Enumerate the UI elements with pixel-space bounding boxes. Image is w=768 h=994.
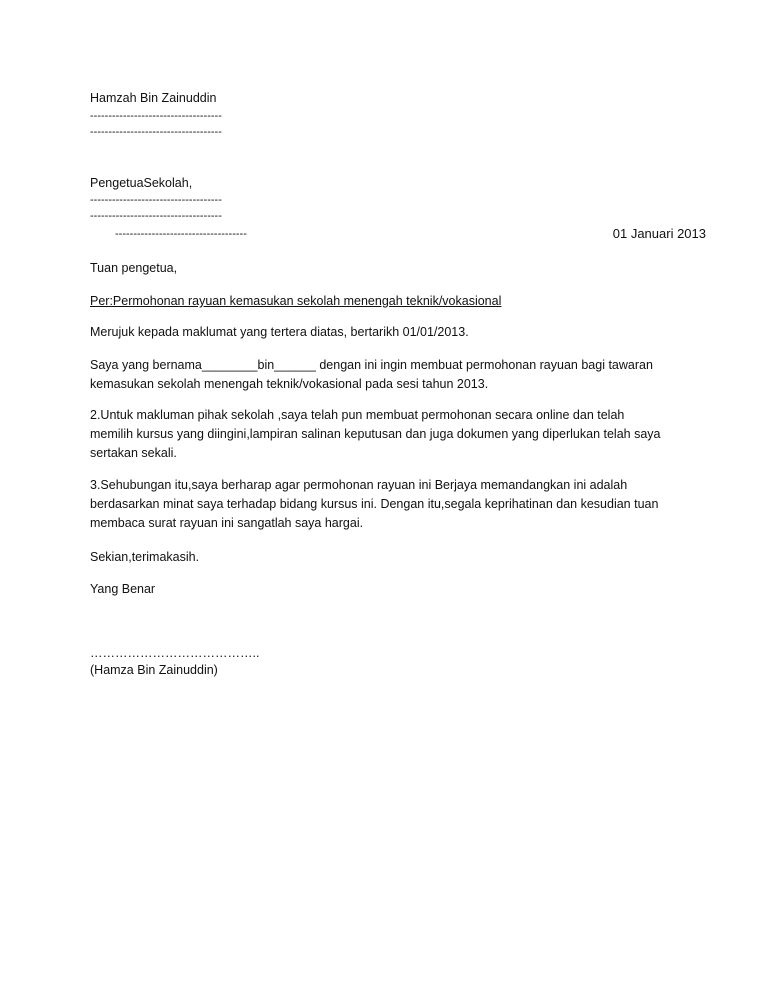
sender-name: Hamzah Bin Zainuddin xyxy=(90,91,217,105)
sender-address-line-1: ------------------------------------ xyxy=(90,110,222,122)
signature-name: (Hamza Bin Zainuddin) xyxy=(90,663,218,677)
paragraph-3 xyxy=(90,406,690,463)
recipient-address-line-1: ------------------------------------ xyxy=(90,194,222,206)
recipient-title: PengetuaSekolah, xyxy=(90,176,193,190)
paragraph-line: memilih kursus yang diingini,lampiran salinan keputusan dan juga dokumen yang diperlukan telah saya xyxy=(90,427,661,441)
paragraph-line: Merujuk kepada maklumat yang tertera diatas, bertarikh 01/01/2013. xyxy=(90,325,469,339)
signature-line: ………………………………….. xyxy=(90,646,260,660)
paragraph-line: membaca surat rayuan ini sangatlah saya hargai. xyxy=(90,516,364,530)
sign-off: Yang Benar xyxy=(90,582,156,596)
paragraph-2 xyxy=(90,356,690,394)
paragraph-line: 2.Untuk makluman pihak sekolah ,saya telah pun membuat permohonan secara online dan telah xyxy=(90,408,625,422)
salutation: Tuan pengetua, xyxy=(90,261,178,275)
letter-date: 01 Januari 2013 xyxy=(612,226,706,241)
paragraph-line: sertakan sekali. xyxy=(90,446,177,460)
subject-line: Per:Permohonan rayuan kemasukan sekolah menengah teknik/vokasional xyxy=(90,294,502,308)
paragraph-line: Saya yang bernama________bin______ dengan ini ingin membuat permohonan rayuan bagi tawaran xyxy=(90,358,653,372)
paragraph-1 xyxy=(90,323,690,342)
recipient-address-line-2: ------------------------------------ xyxy=(90,210,222,222)
paragraph-line: kemasukan sekolah menengah teknik/vokasional pada sesi tahun 2013. xyxy=(90,377,489,391)
paragraph-4 xyxy=(90,476,690,533)
recipient-address-line-3: ------------------------------------ xyxy=(115,228,247,240)
paragraph-line: 3.Sehubungan itu,saya berharap agar permohonan rayuan ini Berjaya memandangkan ini adalah xyxy=(90,478,628,492)
sender-address-line-2: ------------------------------------ xyxy=(90,126,222,138)
closing-text: Sekian,terimakasih. xyxy=(90,550,200,564)
paragraph-line: berdasarkan minat saya terhadap bidang kursus ini. Dengan itu,segala keprihatinan dan kesudian tuan xyxy=(90,497,659,511)
